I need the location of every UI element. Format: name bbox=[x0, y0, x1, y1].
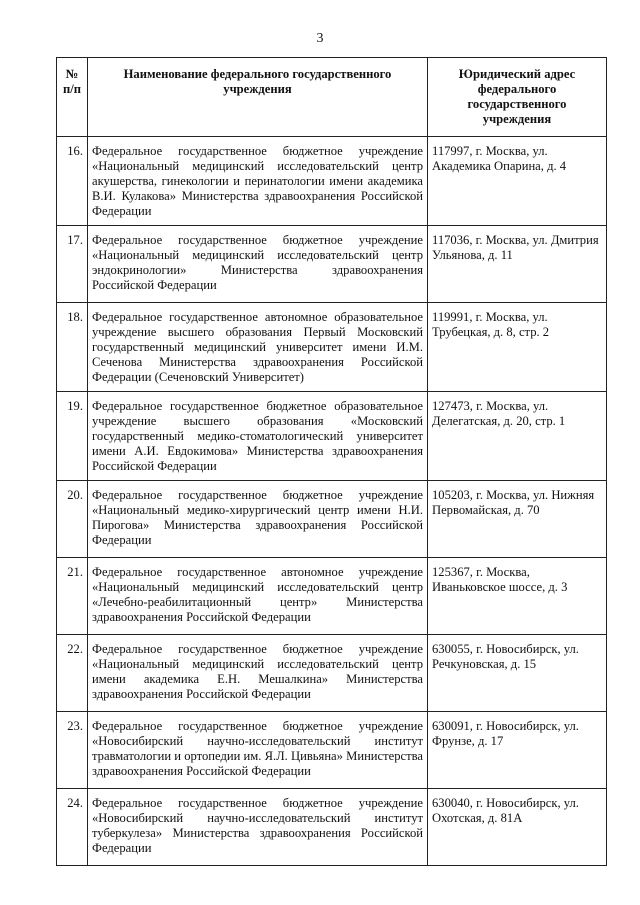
table-row bbox=[57, 226, 607, 303]
table-row bbox=[57, 303, 607, 392]
institutions-table bbox=[56, 57, 607, 866]
legal-address: 119991, г. Москва, ул. Трубецкая, д. 8, стр. 2 bbox=[428, 303, 607, 392]
table-row bbox=[57, 558, 607, 635]
header-address: Юридический адрес федерального государственного учреждения bbox=[428, 58, 607, 137]
row-number: 24. bbox=[57, 789, 88, 866]
row-number: 19. bbox=[57, 392, 88, 481]
row-number: 21. bbox=[57, 558, 88, 635]
institution-name: Федеральное государственное автономное учреждение «Национальный медицинский исследовательский центр «Лечебно-реабилитационный центр» Министерства здравоохранения Российской Федерации bbox=[88, 558, 428, 635]
institution-name: Федеральное государственное бюджетное образовательное учреждение высшего образования «Московский государственный медико-стоматологический университет имени А.И. Евдокимова» Министерства здравоохранения Российской Федерации bbox=[88, 392, 428, 481]
row-number: 23. bbox=[57, 712, 88, 789]
row-number: 22. bbox=[57, 635, 88, 712]
row-number: 18. bbox=[57, 303, 88, 392]
legal-address: 630040, г. Новосибирск, ул. Охотская, д. 81А bbox=[428, 789, 607, 866]
table-row bbox=[57, 789, 607, 866]
table-row bbox=[57, 635, 607, 712]
table-row bbox=[57, 481, 607, 558]
institution-name: Федеральное государственное бюджетное учреждение «Новосибирский научно-исследовательский институт травматологии и ортопедии им. Я.Л. Цивьяна» Министерства здравоохранения Российской Федерации bbox=[88, 712, 428, 789]
legal-address: 127473, г. Москва, ул. Делегатская, д. 20, стр. 1 bbox=[428, 392, 607, 481]
legal-address: 117997, г. Москва, ул. Академика Опарина, д. 4 bbox=[428, 137, 607, 226]
row-number: 16. bbox=[57, 137, 88, 226]
legal-address: 117036, г. Москва, ул. Дмитрия Ульянова, д. 11 bbox=[428, 226, 607, 303]
page-number: 3 bbox=[316, 31, 324, 46]
table-row bbox=[57, 712, 607, 789]
institution-name: Федеральное государственное бюджетное учреждение «Национальный медицинский исследовательский центр акушерства, гинекологии и перинатологии имени академика В.И. Кулакова» Министерства здравоохранения Российской Федерации bbox=[88, 137, 428, 226]
table-row bbox=[57, 392, 607, 481]
header-number: № п/п bbox=[57, 58, 88, 137]
institution-name: Федеральное государственное бюджетное учреждение «Национальный медицинский исследовательский центр эндокринологии» Министерства здравоохранения Российской Федерации bbox=[88, 226, 428, 303]
legal-address: 105203, г. Москва, ул. Нижняя Первомайская, д. 70 bbox=[428, 481, 607, 558]
institution-name: Федеральное государственное бюджетное учреждение «Национальный медико-хирургический центр имени Н.И. Пирогова» Министерства здравоохранения Российской Федерации bbox=[88, 481, 428, 558]
legal-address: 125367, г. Москва, Иваньковское шоссе, д. 3 bbox=[428, 558, 607, 635]
institution-name: Федеральное государственное бюджетное учреждение «Новосибирский научно-исследовательский институт туберкулеза» Министерства здравоохранения Российской Федерации bbox=[88, 789, 428, 866]
header-name: Наименование федерального государственного учреждения bbox=[88, 58, 428, 137]
row-number: 17. bbox=[57, 226, 88, 303]
institution-name: Федеральное государственное бюджетное учреждение «Национальный медицинский исследовательский центр имени академика Е.Н. Мешалкина» Министерства здравоохранения Российской Федерации bbox=[88, 635, 428, 712]
table-row bbox=[57, 137, 607, 226]
row-number: 20. bbox=[57, 481, 88, 558]
table-header-row bbox=[57, 58, 607, 137]
institution-name: Федеральное государственное автономное образовательное учреждение высшего образования Первый Московский государственный медицинский университет имени И.М. Сеченова Министерства здравоохранения Российской Федерации (Сеченовский Университет) bbox=[88, 303, 428, 392]
legal-address: 630055, г. Новосибирск, ул. Речкуновская, д. 15 bbox=[428, 635, 607, 712]
legal-address: 630091, г. Новосибирск, ул. Фрунзе, д. 17 bbox=[428, 712, 607, 789]
